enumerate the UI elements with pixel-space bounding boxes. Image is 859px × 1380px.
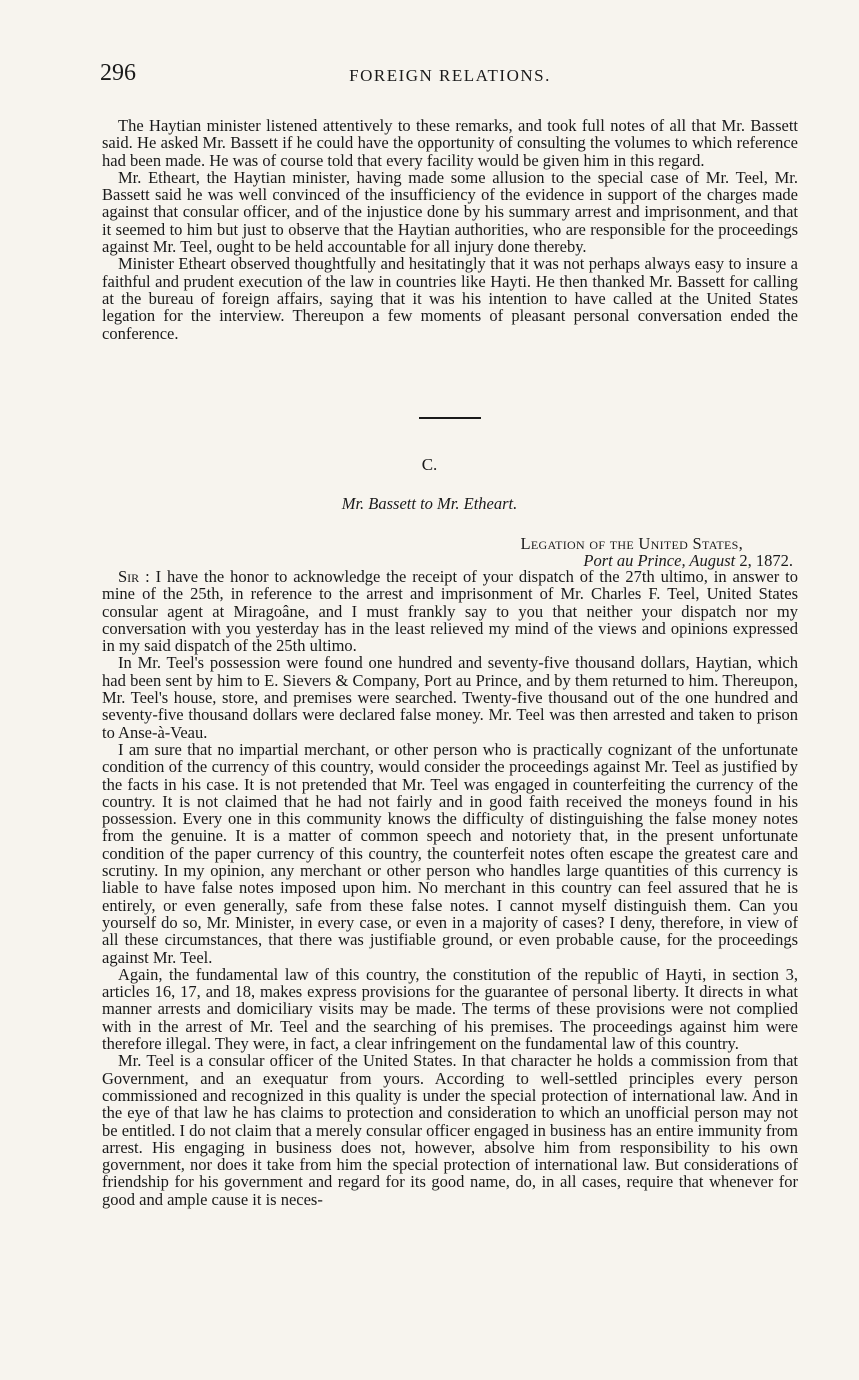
dateline-place: Port au Prince, August: [583, 551, 736, 570]
paragraph: Mr. Etheart, the Haytian minister, having made some allusion to the special case of Mr. Teel, Mr. Bassett said he was well convinced of the insufficiency of the evidence in support of the charges made against that consular officer, and of the injustice done by his summary arrest and imprisonment, and that it seemed to him but just to observe that the Haytian authorities, who are responsible for the proceedings against Mr. Teel, ought to be held accountable for all injury done thereby.: [102, 167, 798, 257]
paragraph: Again, the fundamental law of this country, the constitution of the republic of Hayti, in section 3, articles 16, 17, and 18, makes express provisions for the guarantee of personal liberty. It directs in what manner arrests and domiciliary visits may be made. The terms of these provisions were not complied with in the arrest of Mr. Teel and the searching of his premises. The proceedings against him were therefore illegal. They were, in fact, a clear infringement on the fundamental law of this country.: [102, 964, 798, 1054]
paragraph: The Haytian minister listened attentively to these remarks, and took full notes of all that Mr. Bassett said. He asked Mr. Bassett if he could have the opportunity of consulting the volumes to which reference had been made. He was of course told that every facility would be given him in this regard.: [102, 116, 798, 170]
running-title: FOREIGN RELATIONS.: [349, 66, 551, 85]
paragraph: In Mr. Teel's possession were found one hundred and seventy-five thousand dollars, Haytian, which had been sent by him to E. Sievers & Company, Port au Prince, and by them returned to him. Thereupon, Mr. Teel's house, store, and premises were searched. Twenty-five thousand out of the one hundred and seventy-five thousand dollars were declared false money. Mr. Teel was then arrested and taken to prison to Anse-à-Veau.: [102, 653, 798, 742]
report-section: [102, 117, 798, 342]
salutation: Sir :: [118, 567, 150, 586]
paragraph: [102, 568, 798, 654]
paragraph: Minister Etheart observed thoughtfully and hesitatingly that it was not perhaps always easy to insure a faithful and prudent execution of the law in countries like Hayti. He then thanked Mr. Bassett for calling at the bureau of foreign affairs, saying that it was his intention to have called at the United States legation for the interview. Thereupon a few moments of pleasant personal conversation ended the conference.: [102, 254, 798, 343]
dateline-legation: Legation of the United States,: [520, 534, 743, 553]
paragraph: Mr. Teel is a consular officer of the United States. In that character he holds a commission from that Government, and an exequatur from yours. According to well-settled principles every person commissioned and recognized in this quality is under the special protection of international law. And in the eye of that law he has claims to protection and consideration to which an unofficial person may not be entitled. I do not claim that a merely consular officer engaged in business has an entire immunity from arrest. His engaging in business does not, however, absolve him from responsibility to his own government, nor does it take from him the special protection of international law. But considerations of friendship for his government and regard for its good name, do, in all cases, require that whenever for good and ample cause it is neces-: [102, 1051, 798, 1209]
section-letter: C.: [421, 455, 438, 474]
paragraph: I am sure that no impartial merchant, or other person who is practically cognizant of the unfortunate condition of the currency of this country, would consider the proceedings against Mr. Teel as justified by the facts in his case. It is not pretended that Mr. Teel was engaged in counterfeiting the currency of the country. It is not claimed that he had not fairly and in good faith received the moneys found in his possession. Every one in this community knows the difficulty of distinguishing the false money notes from the genuine. It is a matter of common speech and notoriety that, in the present unfortunate condition of the paper currency of this country, the counterfeit notes often escape the greatest care and scrutiny. In my opinion, any merchant or other person who handles large quantities of this currency is liable to have false notes imposed upon him. No merchant in this country can feel assured that he is entirely, or even generally, safe from these false notes. I cannot myself distinguish them. Can you yourself do so, Mr. Minister, in every case, or even in a majority of cases? I deny, therefore, in view of all these circumstances, that there was justifiable ground, or even probable cause, for the proceedings against Mr. Teel.: [102, 739, 798, 967]
dateline-date: 2, 1872.: [735, 551, 793, 570]
letter-body: [102, 568, 798, 1208]
page-header: [100, 60, 800, 96]
paragraph-text: I have the honor to acknowledge the receipt of your dispatch of the 27th ultimo, in answer to mine of the 25th, in reference to the arrest and imprisonment of Mr. Charles F. Teel, United States consular agent at Miragoâne, and I must frankly say to you that neither your dispatch nor my conversation with you yesterday has in the least relieved my mind of the views and opinions expressed in my said dispatch of the 25th ultimo.: [102, 567, 798, 656]
letter-title: Mr. Bassett to Mr. Etheart.: [341, 494, 518, 513]
page-number: 296: [100, 60, 136, 86]
section-divider: [419, 417, 481, 419]
